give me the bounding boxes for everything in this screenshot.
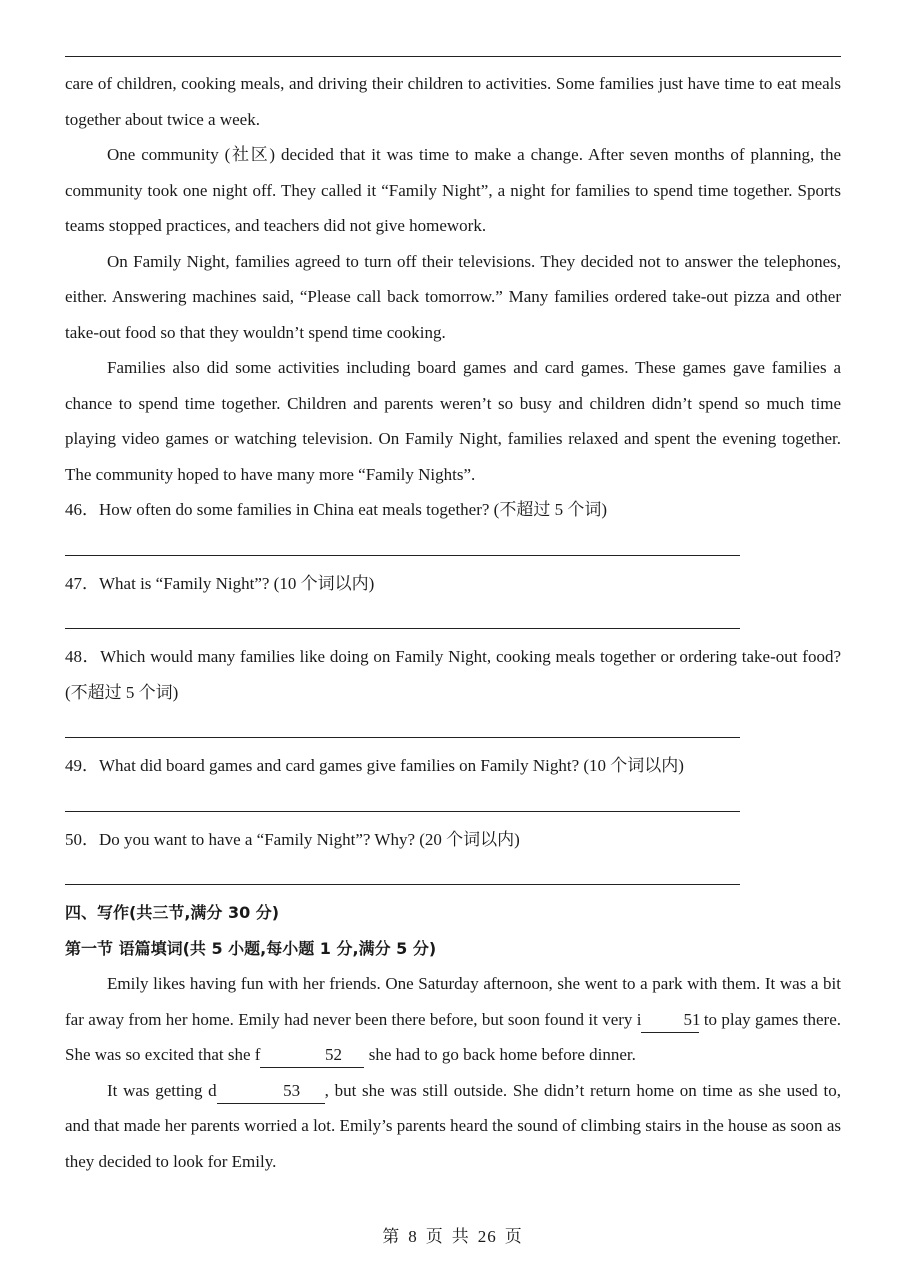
answer-line-50[interactable] <box>65 857 740 885</box>
question-46: 46．How often do some families in China eat meals together? (不超过 5 个词) <box>65 500 607 519</box>
footer-ye: 页 <box>425 1227 444 1246</box>
question-48: 48．Which would many families like doing on Family Night, cooking meals together or ordering take-out food? (不超过 5 个词) <box>65 647 841 702</box>
total-pages: 26 <box>477 1227 497 1246</box>
answer-line-47[interactable] <box>65 601 740 629</box>
answer-line-46[interactable] <box>65 528 740 556</box>
part-title: 第一节 语篇填词(共 5 小题,每小题 1 分,满分 5 分) <box>65 938 437 958</box>
page-number: 8 <box>408 1227 418 1246</box>
footer-di: 第 <box>382 1227 401 1246</box>
cloze-text: she had to go back home before dinner. <box>364 1045 636 1064</box>
passage-paragraph: care of children, cooking meals, and driving their children to activities. Some families just have time to eat meals together about twice a week. <box>65 74 841 129</box>
question-49: 49．What did board games and card games give families on Family Night? (10 个词以内) <box>65 756 684 775</box>
footer-gong: 共 <box>451 1227 470 1246</box>
page-content <box>65 66 841 1179</box>
passage-paragraph: Families also did some activities including board games and card games. These games gave families a chance to spend time together. Children and parents weren’t so busy and children didn’t spend so much time playing video games or watching television. On Family Night, families relaxed and spent the evening together. The community hoped to have many more “Family Nights”. <box>65 358 841 484</box>
question-50: 50．Do you want to have a “Family Night”? Why? (20 个词以内) <box>65 829 520 849</box>
question-47: 47．What is “Family Night”? (10 个词以内) <box>65 573 375 593</box>
cloze-text: Emily likes having fun with her friends. One Saturday afternoon, she went to a park with them. It was a bit far away from her home. Emily had never been there before, but soon found it very i <box>65 974 841 1029</box>
header-rule <box>65 56 841 57</box>
cloze-paragraph <box>65 966 841 1073</box>
page-footer <box>0 1222 905 1247</box>
answer-line-49[interactable] <box>65 784 740 812</box>
passage-paragraph: On Family Night, families agreed to turn off their televisions. They decided not to answer the telephones, either. Answering machines said, “Please call back tomorrow.” Many families ordered take-out pizza and other take-out food so that they wouldn’t spend time cooking. <box>65 251 841 342</box>
answer-line-48[interactable] <box>65 710 740 738</box>
cloze-text: to play games there. She was so excited that she f <box>65 1009 841 1064</box>
cloze-text: It was getting d <box>107 1080 217 1100</box>
cloze-text: , but she was still outside. She didn’t return home on time as she used to, and that made her parents worried a lot. Emily’s parents heard the sound of climbing stairs in the house as soon as they decided to look for Emily. <box>65 1080 841 1171</box>
footer-ye2: 页 <box>504 1227 523 1246</box>
cloze-paragraph <box>65 1073 841 1180</box>
passage-paragraph: One community (社区) decided that it was time to make a change. After seven months of planning, the community took one night off. They called it “Family Night”, a night for families to spend time together. Sports teams stopped practices, and teachers did not give homework. <box>65 145 841 235</box>
blank-52[interactable]: 52 <box>260 1043 364 1068</box>
section-title: 四、写作(共三节,满分 30 分) <box>65 903 280 922</box>
blank-53[interactable]: 53 <box>217 1079 325 1104</box>
blank-51[interactable]: 51 <box>641 1008 699 1033</box>
